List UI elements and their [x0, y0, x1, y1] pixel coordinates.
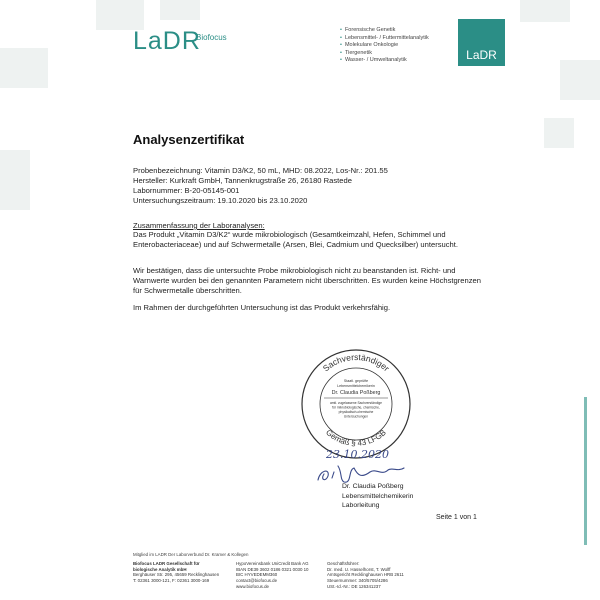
ladr-box-logo: [458, 19, 505, 66]
official-stamp: [300, 348, 412, 460]
lab-number: Labornummer: B-20-05145-001: [133, 186, 240, 195]
footer-management: [327, 561, 404, 590]
stamp-bottom-arc: Gemäß § 43 LFGB: [324, 427, 388, 448]
manufacturer: Hersteller: Kurkraft GmbH, Tannenkrugstraße 26, 26180 Rastede: [133, 176, 352, 185]
stamp-line-3: Dr. Claudia Poßberg: [331, 390, 381, 396]
sample-name: Probenbezeichnung: Vitamin D3/K2, 50 mL, MHD: 08.2022, Los-Nr.: 201.55: [133, 166, 388, 175]
page-indicator: Seite 1 von 1: [436, 514, 477, 521]
decor-square-3: [0, 48, 48, 88]
summary-heading: Zusammenfassung der Laboranalysen:: [133, 221, 265, 230]
stamp-line-1: Staatl. geprüfte: [343, 379, 369, 383]
decor-square-7: [544, 118, 574, 148]
footer-company-line: Biofocus LADR Gesellschaft für: [133, 561, 200, 566]
test-period: Untersuchungszeitraum: 19.10.2020 bis 23.10.2020: [133, 196, 308, 205]
footer-bank-line: www.biofocus.de: [236, 583, 269, 589]
decor-square-1: [96, 0, 144, 30]
footer-company-line: T: 02361 3000-121, F: 02361 3000-169: [133, 578, 210, 584]
stamp-top-arc: Sachverständiger: [320, 351, 392, 374]
service-item: • Molekulare Onkologie: [340, 42, 429, 50]
signer-position: Laborleitung: [342, 502, 380, 509]
footer-management-line: Amtsgericht Recklinghausen HRB 2611: [327, 572, 404, 578]
footer-company-line: Berghäuser Str. 295, 45659 Recklinghausen: [133, 572, 220, 578]
signature-date: 23.10.2020: [326, 448, 389, 461]
ladr-logo: LaDR: [133, 27, 201, 55]
stamp-line-4: amtl. zugelassene Sachverständige: [329, 401, 383, 405]
signer-name: Dr. Claudia Poßberg: [342, 483, 404, 490]
service-item: • Wasser- / Umweltanalytik: [340, 57, 429, 65]
service-item: • Forensische Genetik: [340, 27, 429, 35]
service-item: • Lebensmittel- / Futtermittelanalytik: [340, 35, 429, 43]
footer-management-line: Steuernummer: 340/5705/4286: [327, 578, 388, 584]
footer-bank-line: HypoVereinsbank UniCredit Bank AG: [236, 561, 309, 566]
decor-square-4: [0, 150, 30, 210]
decor-square-5: [520, 0, 570, 22]
stamp-line-6: physikalisch-chemische: [338, 410, 374, 414]
footer-management-line: Dr. med. U. Hasselhorst, T. Wolff: [327, 566, 391, 572]
footer-bank: [236, 561, 309, 590]
footer-bank-line: IBAN DE39 3602 0186 0321 0030 10: [236, 566, 309, 572]
service-list: [340, 27, 429, 65]
signer-role: Lebensmittelchemikerin: [342, 492, 414, 500]
document-title: Analysenzertifikat: [133, 132, 245, 147]
conclusion-text: Im Rahmen der durchgeführten Untersuchung ist das Produkt verkehrsfähig.: [133, 303, 391, 312]
side-accent-bar: [584, 397, 587, 545]
stamp-line-5: für mikrobiologische, chemische,: [332, 405, 380, 410]
footer-management-line: USt.-Id.-Nr.: DE 126341237: [327, 583, 381, 589]
ladr-box-logo-text: LaDR: [466, 48, 497, 62]
summary-body: Das Produkt „Vitamin D3/K2“ wurde mikrobiologisch (Gesamtkeimzahl, Hefen, Schimmel und Enterobacteriaceae) und auf Schwermetalle (Arsen, Blei, Cadmium und Quecksilber) untersucht.: [133, 230, 458, 249]
service-item: • Tiergenetik: [340, 50, 429, 58]
footer-company: [133, 561, 219, 584]
confirmation-text: Wir bestätigen, dass die untersuchte Probe mikrobiologisch nicht zu beanstanden ist. Richt- und Warnwerte wurden bei den genannten Parametern nicht überschritten. Es wurden keine Höchstgrenzen für Schwermetalle überschritten.: [133, 266, 481, 295]
stamp-line-7: Untersuchungen: [343, 414, 369, 419]
footer-bank-line: BIC HYVEDEMM360: [236, 572, 278, 578]
footer-management-line: Geschäftsführer:: [327, 561, 360, 566]
footer-bank-line: contact@biofocus.de: [236, 578, 278, 584]
footer-company-line: biologische Analytik mbH: [133, 566, 187, 572]
decor-square-6: [560, 60, 600, 100]
biofocus-logo-text: Biofocus: [196, 33, 227, 42]
decor-square-2: [160, 0, 200, 20]
signer-block: [342, 482, 413, 511]
stamp-line-2: Lebensmittelchemikerin: [337, 384, 375, 388]
footer-membership-note: Mitglied im LADR Der Laborverbund Dr. Kramer & Kollegen: [133, 552, 249, 557]
